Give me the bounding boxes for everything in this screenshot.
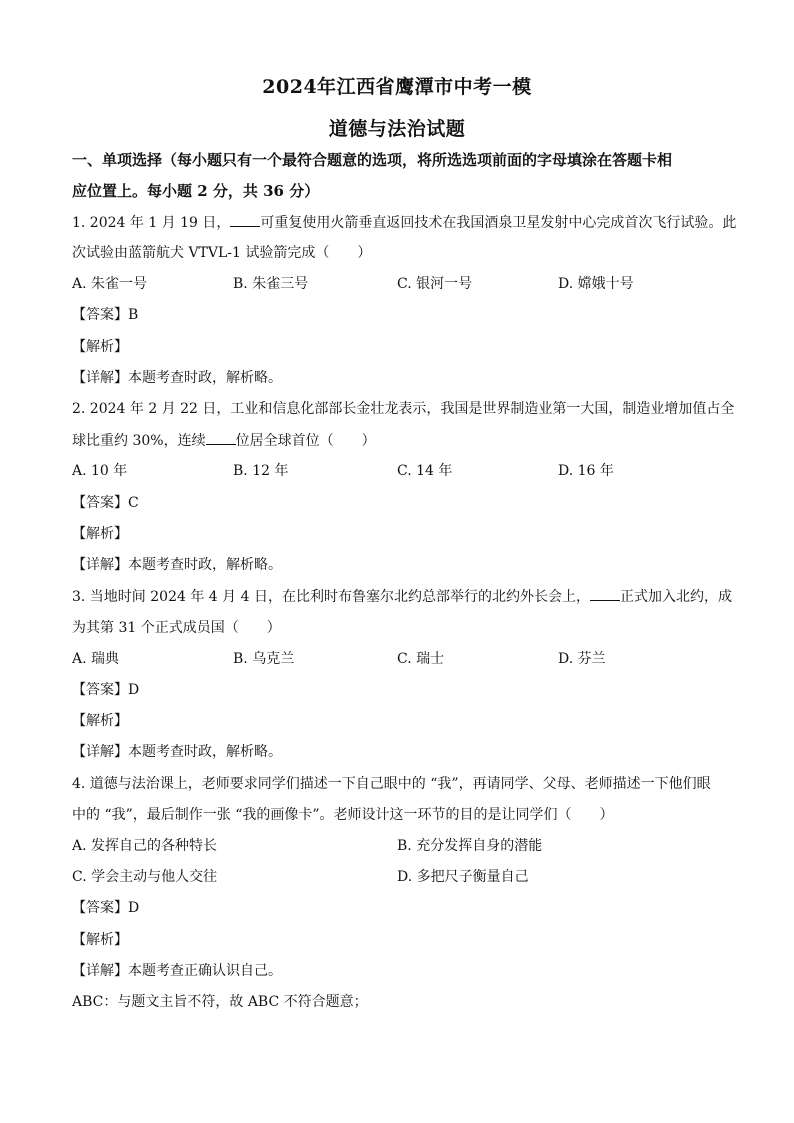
question-1-analysis-label: 【解析】 (72, 339, 128, 355)
question-3-analysis-label: 【解析】 (72, 713, 128, 729)
answer-label: 【答案】 (72, 682, 128, 698)
question-4-option-b: B. 充分发挥自身的潜能 (397, 838, 543, 854)
question-1-stem-part-b: 可重复使用火箭垂直返回技术在我国酒泉卫星发射中心完成首次飞行试验。此 (260, 215, 737, 231)
question-4-analysis-label: 【解析】 (72, 932, 128, 948)
question-3-option-b: B. 乌克兰 (233, 651, 295, 667)
question-1-blank (230, 212, 260, 227)
answer-label: 【答案】 (72, 495, 128, 511)
question-1-stem-line-2: 次试验由蓝箭航犬 VTVL-1 试验箭完成（ ） (72, 245, 372, 261)
section-heading-line-2: 应位置上。每小题 2 分，共 36 分） (72, 182, 320, 200)
question-1-option-b: B. 朱雀三号 (233, 276, 309, 292)
question-2-stem-part-a: 球比重约 30%，连续 (72, 433, 206, 449)
question-4-detail (72, 961, 722, 981)
question-4-answer (72, 898, 722, 918)
question-4-extra-line: ABC：与题文主旨不符，故 ABC 不符合题意； (72, 994, 368, 1010)
question-2-blank (206, 430, 236, 445)
question-2-stem-line-1: 2. 2024 年 2 月 22 日，工业和信息化部部长金壮龙表示，我国是世界制造业第一大国，制造业增加值占全 (72, 401, 735, 417)
question-4-detail-text: 本题考查正确认识自己。 (128, 963, 282, 979)
question-4-option-c: C. 学会主动与他人交往 (72, 869, 218, 885)
question-1-option-d: D. 嫦娥十号 (558, 276, 634, 292)
question-2-stem-part-b: 位居全球首位（ ） (235, 433, 376, 449)
question-3-stem-part-a: 3. 当地时间 2024 年 4 月 4 日，在比利时布鲁塞尔北约总部举行的北约外长会上， (72, 589, 590, 605)
section-heading-line-1: 一、单项选择（每小题只有一个最符合题意的选项，将所选选项前面的字母填涂在答题卡相 (72, 151, 673, 169)
question-3-option-c: C. 瑞士 (397, 651, 445, 667)
question-2-detail-text: 本题考查时政，解析略。 (128, 557, 282, 573)
question-3-detail-text: 本题考查时政，解析略。 (128, 744, 282, 760)
question-1-detail-text: 本题考查时政，解析略。 (128, 370, 282, 386)
question-2-answer-value: C (128, 495, 139, 511)
question-4-stem-line-2: 中的 “我”，最后制作一张 “我的画像卡”。老师设计这一环节的目的是让同学们（ ） (72, 807, 614, 823)
detail-label: 【详解】 (72, 963, 128, 979)
question-3-answer (72, 680, 722, 700)
question-1-stem-part-a: 1. 2024 年 1 月 19 日， (72, 215, 231, 231)
detail-label: 【详解】 (72, 370, 128, 386)
question-3-detail (72, 742, 722, 762)
question-3-answer-value: D (128, 682, 140, 698)
question-4-answer-value: D (128, 900, 140, 916)
question-2-answer (72, 493, 722, 513)
detail-label: 【详解】 (72, 557, 128, 573)
question-2-option-b: B. 12 年 (233, 463, 289, 479)
question-2-stem-line-2 (72, 430, 722, 451)
answer-label: 【答案】 (72, 900, 128, 916)
question-1-option-a: A. 朱雀一号 (72, 276, 148, 292)
question-1-answer-value: B (128, 307, 139, 323)
question-3-stem-part-b: 正式加入北约，成 (619, 589, 732, 605)
question-3-option-a: A. 瑞典 (72, 651, 120, 667)
question-2-analysis-label: 【解析】 (72, 526, 128, 542)
question-1-option-c: C. 银河一号 (397, 276, 473, 292)
detail-label: 【详解】 (72, 744, 128, 760)
question-2-option-a: A. 10 年 (72, 463, 128, 479)
question-2-detail (72, 555, 722, 575)
question-1-stem-line-1 (72, 212, 737, 233)
question-4-stem-line-1: 4. 道德与法治课上，老师要求同学们描述一下自己眼中的 “我”，再请同学、父母、老师描述一下他们眼 (72, 776, 711, 792)
question-4-option-d: D. 多把尺子衡量自己 (397, 869, 529, 885)
question-3-stem-line-1 (72, 586, 732, 607)
question-1-detail (72, 368, 722, 388)
question-2-option-c: C. 14 年 (397, 463, 453, 479)
document-title: 2024年江西省鹰潭市中考一模 (262, 76, 532, 98)
answer-label: 【答案】 (72, 307, 128, 323)
question-3-option-d: D. 芬兰 (558, 651, 606, 667)
question-3-blank (590, 586, 620, 601)
question-2-option-d: D. 16 年 (558, 463, 614, 479)
document-subtitle: 道德与法治试题 (328, 118, 466, 140)
question-4-option-a: A. 发挥自己的各种特长 (72, 838, 218, 854)
question-3-stem-line-2: 为其第 31 个正式成员国（ ） (72, 620, 281, 636)
question-1-answer (72, 305, 722, 325)
